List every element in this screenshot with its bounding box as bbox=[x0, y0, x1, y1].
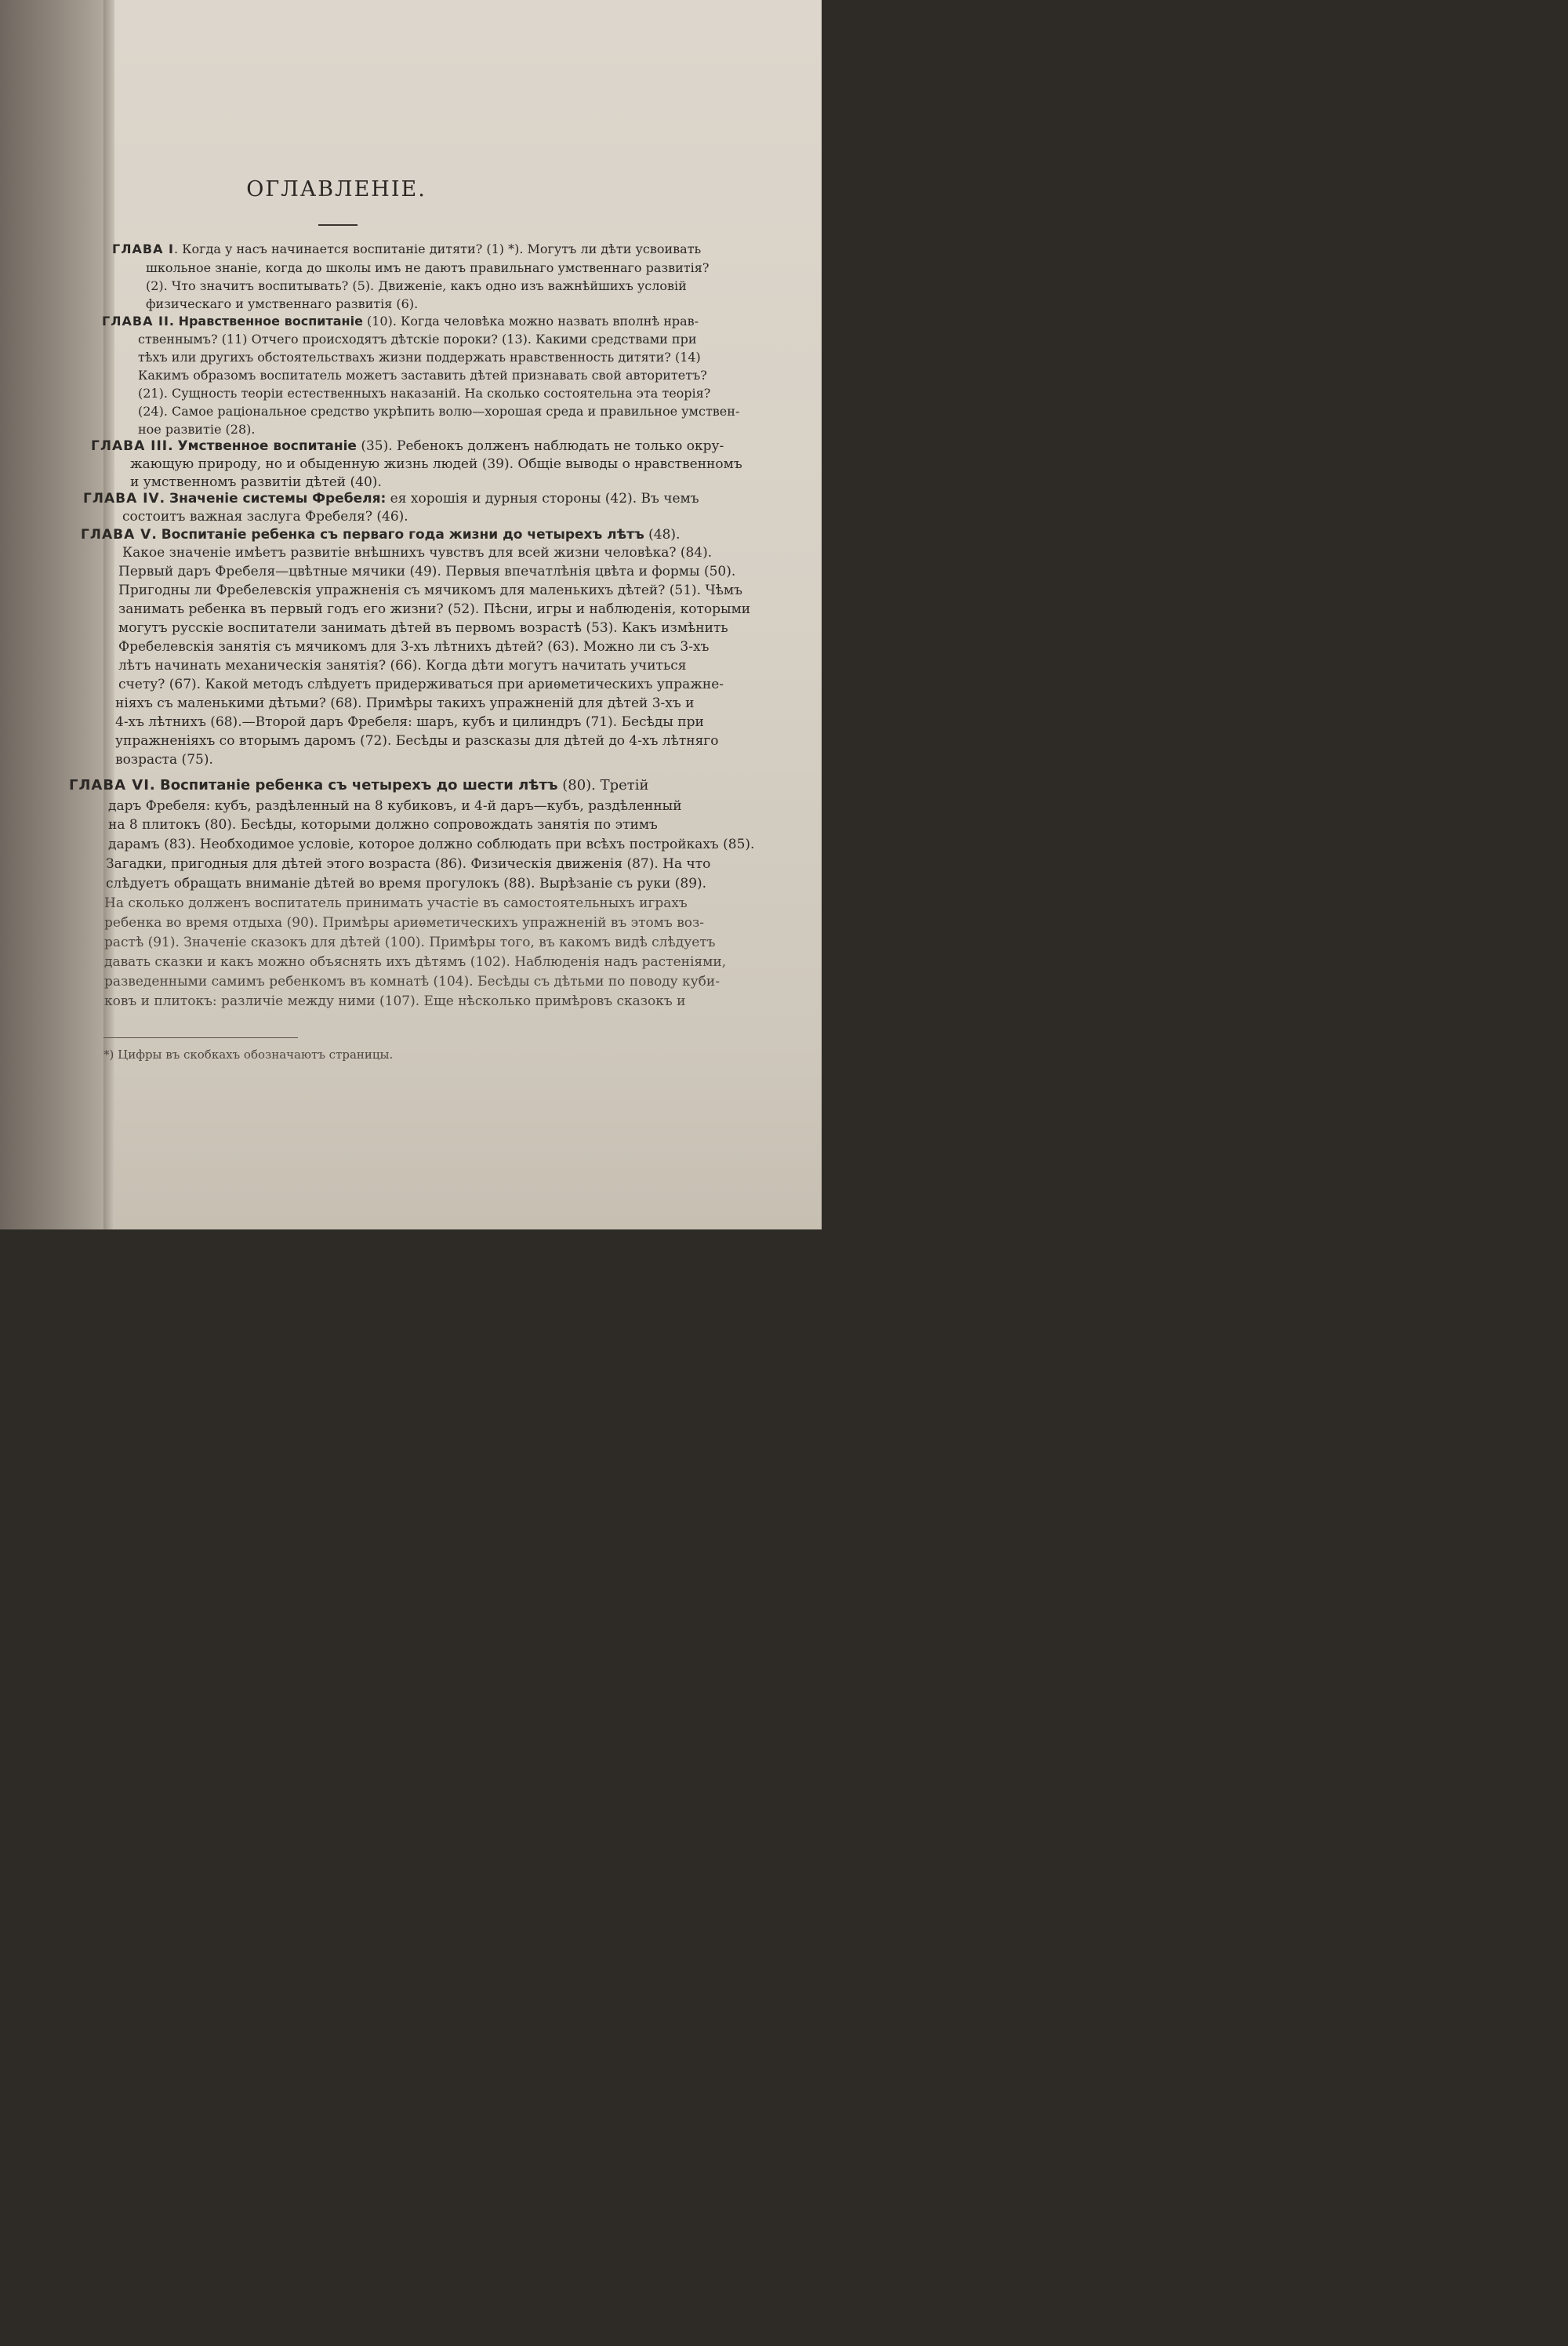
toc-text: ея хорошiя и дурныя стороны (42). Въ чемъ bbox=[386, 491, 699, 507]
toc-line-35: слѣдуетъ обращать вниманiе дѣтей во время прогулокъ (88). Вырѣзанiе съ руки (89). bbox=[106, 876, 707, 892]
footnote: *) Цифры въ скобкахъ обозначаютъ страницы. bbox=[103, 1048, 394, 1062]
toc-line-5 bbox=[102, 312, 699, 331]
footnote-divider bbox=[103, 1037, 298, 1038]
toc-line-34: Загадки, пригодныя для дѣтей этого возраста (86). Физическiя движенiя (87). На что bbox=[106, 856, 711, 872]
toc-line-39: давать сказки и какъ можно объяснять ихъ дѣтямъ (102). Наблюденiя надъ растенiями, bbox=[104, 954, 727, 970]
toc-line-6: ственнымъ? (11) Отчего происходятъ дѣтскiе пороки? (13). Какими средствами при bbox=[138, 332, 697, 347]
toc-line-17 bbox=[81, 525, 680, 544]
toc-line-20: Пригодны ли Фребелевскiя упражненiя съ мячикомъ для маленькихъ дѣтей? (51). Чѣмъ bbox=[118, 583, 742, 598]
toc-line-10: (24). Самое рацiональное средство укрѣпить волю—хорошая среда и правильное умствен- bbox=[138, 404, 740, 419]
toc-line-14: и умственномъ развитiи дѣтей (40). bbox=[130, 474, 382, 490]
toc-line-32: на 8 плитокъ (80). Бесѣды, которыми должно сопровождать занятiя по этимъ bbox=[108, 817, 658, 833]
toc-line-1 bbox=[112, 240, 701, 259]
chapter-heading: . Воспитанiе ребенка съ перваго года жизни до четырехъ лѣтъ bbox=[151, 527, 644, 543]
toc-line-18: Какое значенiе имѣетъ развитiе внѣшнихъ чувствъ для всей жизни человѣка? (84). bbox=[122, 545, 713, 561]
toc-line-26: нiяхъ съ маленькими дѣтьми? (68). Примѣры такихъ упражненiй для дѣтей 3-хъ и bbox=[115, 695, 695, 711]
chapter-heading: . Воспитанiе ребенка съ четырехъ до шести лѣтъ bbox=[149, 777, 558, 794]
toc-line-19: Первый даръ Фребеля—цвѣтные мячики (49). Первыя впечатлѣнiя цвѣта и формы (50). bbox=[118, 564, 736, 579]
toc-line-9: (21). Сущность теорiи естественныхъ наказанiй. На сколько состоятельна эта теорiя? bbox=[138, 386, 711, 401]
chapter-heading: . Умственное воспитанiе bbox=[168, 438, 357, 454]
toc-line-29: возраста (75). bbox=[115, 752, 213, 768]
page-title: ОГЛАВЛЕНIЕ. bbox=[246, 177, 426, 202]
toc-line-13: жающую природу, но и обыденную жизнь людей (39). Общiе выводы о нравственномъ bbox=[130, 456, 742, 472]
facing-page-shadow bbox=[0, 0, 118, 1229]
toc-line-22: могутъ русскiе воспитатели занимать дѣтей въ первомъ возрастѣ (53). Какъ измѣнить bbox=[118, 620, 728, 636]
toc-text: . Когда у насъ начинается воспитанiе дитяти? (1) *). Могутъ ли дѣти усвоивать bbox=[173, 242, 702, 256]
toc-line-36: На сколько долженъ воспитатель принимать участiе въ самостоятельныхъ играхъ bbox=[104, 895, 688, 911]
chapter-label: ГЛАВА II bbox=[102, 314, 169, 329]
toc-line-41: ковъ и плитокъ: различiе между ними (107). Еще нѣсколько примѣровъ сказокъ и bbox=[104, 993, 686, 1009]
chapter-label: ГЛАВА VI bbox=[69, 777, 150, 794]
toc-line-31: даръ Фребеля: кубъ, раздѣленный на 8 кубиковъ, и 4-й даръ—кубъ, раздѣленный bbox=[108, 798, 682, 814]
toc-line-2: школьное знанiе, когда до школы имъ не даютъ правильнаго умственнаго развитiя? bbox=[146, 260, 710, 275]
chapter-label: ГЛАВА V bbox=[81, 527, 152, 543]
toc-line-3: (2). Что значитъ воспитывать? (5). Движенiе, какъ одно изъ важнѣйшихъ условiй bbox=[146, 278, 687, 293]
toc-text: (35). Ребенокъ долженъ наблюдать не только окру- bbox=[356, 438, 724, 454]
toc-line-30 bbox=[69, 776, 649, 795]
toc-text: (48). bbox=[644, 527, 681, 543]
toc-line-12 bbox=[91, 437, 724, 456]
toc-line-23: Фребелевскiя занятiя съ мячикомъ для 3-хъ лѣтнихъ дѣтей? (63). Можно ли съ 3-хъ bbox=[118, 639, 710, 655]
chapter-heading: . Значенiе системы Фребеля: bbox=[159, 491, 387, 507]
toc-line-37: ребенка во время отдыха (90). Примѣры ариѳметическихъ упражненiй въ этомъ воз- bbox=[104, 915, 705, 931]
page-gutter bbox=[103, 0, 114, 1229]
chapter-heading: . Нравственное воспитанiе bbox=[169, 314, 363, 329]
toc-line-25: счету? (67). Какой методъ слѣдуетъ придерживаться при ариѳметическихъ упражне- bbox=[118, 677, 724, 692]
toc-line-28: упражненiяхъ со вторымъ даромъ (72). Бесѣды и разсказы для дѣтей до 4-хъ лѣтняго bbox=[115, 733, 719, 749]
toc-line-16: состоитъ важная заслуга Фребеля? (46). bbox=[122, 509, 408, 525]
toc-line-15 bbox=[83, 489, 699, 508]
chapter-label: ГЛАВА IV bbox=[83, 491, 160, 507]
toc-text: (10). Когда человѣка можно назвать вполнѣ нрав- bbox=[362, 314, 699, 329]
toc-line-33: дарамъ (83). Необходимое условiе, которое должно соблюдать при всѣхъ постройкахъ (85). bbox=[108, 837, 755, 852]
chapter-label: ГЛАВА III bbox=[91, 438, 169, 454]
toc-line-24: лѣтъ начинать механическiя занятiя? (66). Когда дѣти могутъ начитать учиться bbox=[118, 658, 687, 674]
toc-line-40: разведенными самимъ ребенкомъ въ комнатѣ (104). Бесѣды съ дѣтьми по поводу куби- bbox=[104, 974, 720, 990]
toc-line-7: тѣхъ или другихъ обстоятельствахъ жизни поддержать нравственность дитяти? (14) bbox=[138, 350, 701, 365]
toc-line-4: физическаго и умственнаго развитiя (6). bbox=[146, 296, 419, 311]
chapter-label: ГЛАВА I bbox=[112, 242, 174, 256]
title-divider bbox=[318, 224, 358, 226]
toc-line-21: занимать ребенка въ первый годъ его жизни? (52). Пѣсни, игры и наблюденiя, которыми bbox=[118, 601, 751, 617]
toc-line-27: 4-хъ лѣтнихъ (68).—Второй даръ Фребеля: шаръ, кубъ и цилиндръ (71). Бесѣды при bbox=[115, 714, 704, 730]
toc-line-8: Какимъ образомъ воспитатель можетъ заставить дѣтей признавать свой авторитетъ? bbox=[138, 368, 707, 383]
toc-line-38: растѣ (91). Значенiе сказокъ для дѣтей (100). Примѣры того, въ какомъ видѣ слѣдуетъ bbox=[104, 935, 716, 950]
toc-text: (80). Третiй bbox=[557, 777, 649, 794]
toc-line-11: ное развитiе (28). bbox=[138, 422, 256, 437]
